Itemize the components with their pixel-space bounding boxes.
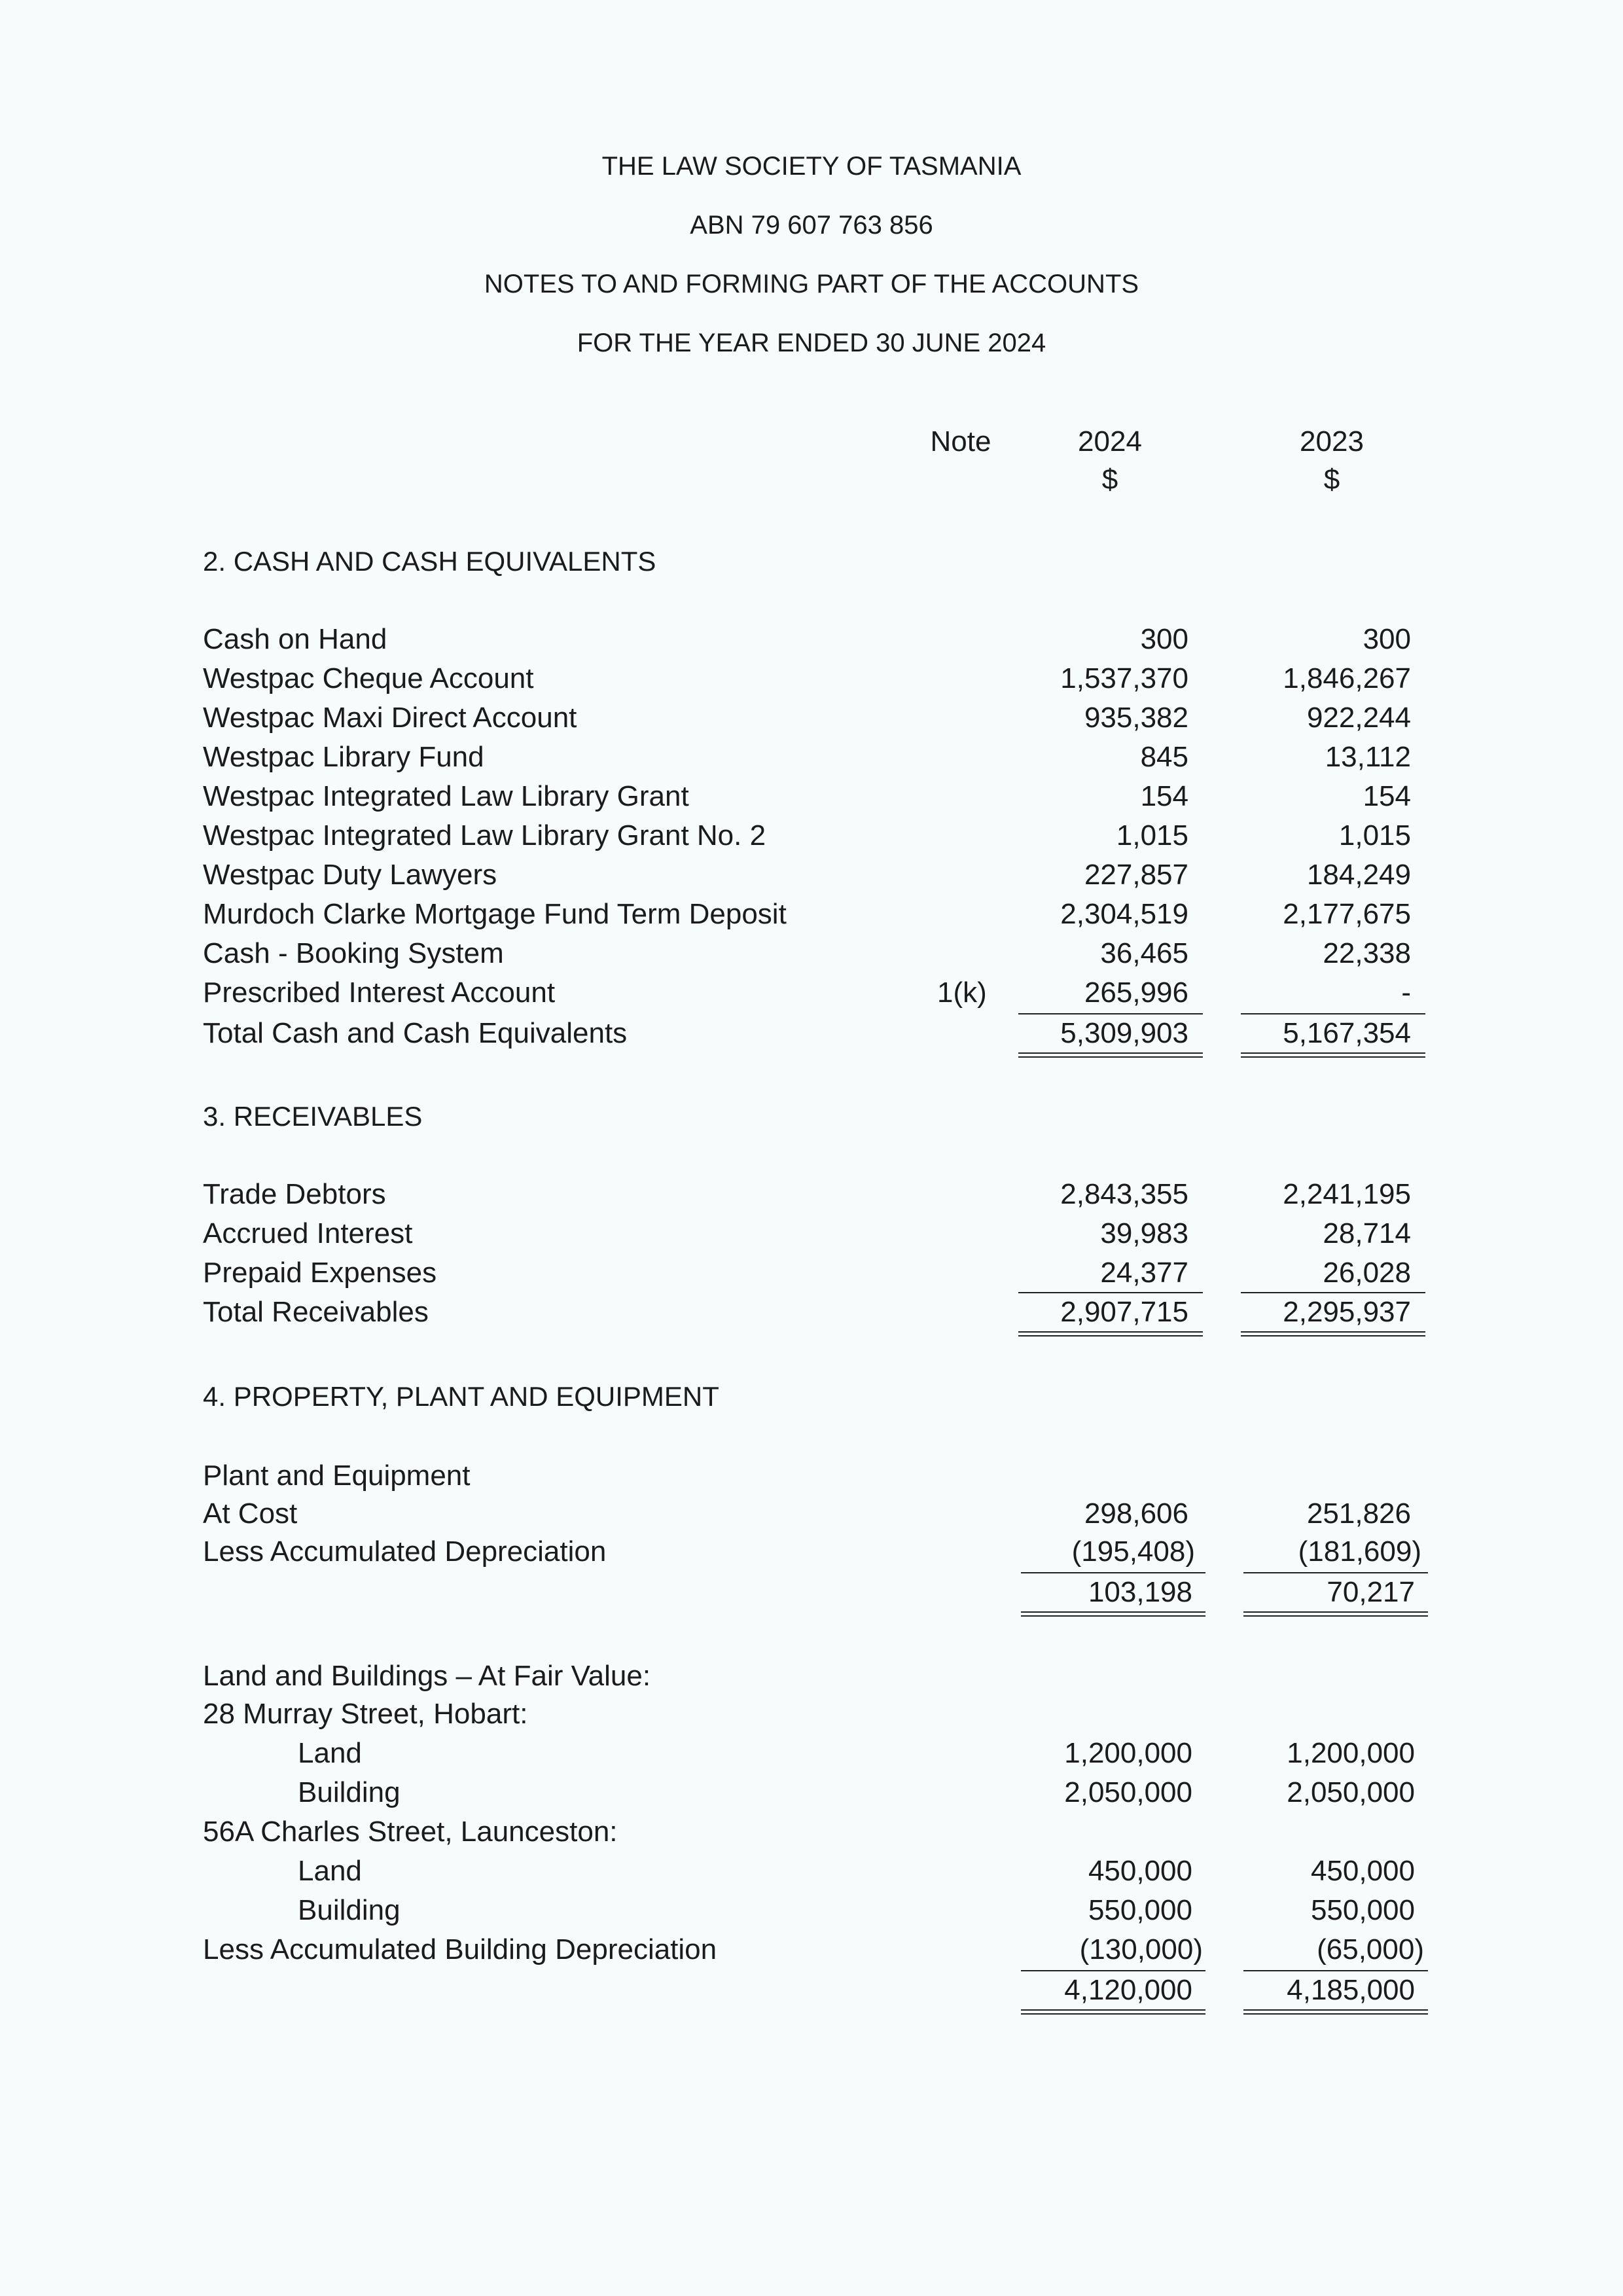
value-2023: 2,241,195 [1283, 1178, 1411, 1210]
row-label: Westpac Integrated Law Library Grant No. 2 [203, 819, 766, 852]
value-2023: (181,609) [1298, 1535, 1421, 1568]
abn: ABN 79 607 763 856 [690, 211, 933, 240]
note-ref: 1(k) [937, 977, 987, 1009]
subtotal-rule [1241, 1013, 1425, 1014]
document-title: NOTES TO AND FORMING PART OF THE ACCOUNTS [484, 270, 1139, 298]
value-2024: 39,983 [1100, 1217, 1188, 1249]
total-2023: 5,167,354 [1283, 1017, 1411, 1049]
value-2024: 300 [1140, 623, 1188, 655]
subtotal-rule [1241, 1292, 1425, 1293]
column-note: Note [930, 425, 991, 457]
total-2024: 5,309,903 [1060, 1017, 1188, 1049]
total-double-rule [1021, 2009, 1205, 2015]
row-label: Land [298, 1737, 362, 1769]
subtotal-rule [1243, 1970, 1428, 1971]
row-label: Less Accumulated Building Depreciation [203, 1933, 717, 1965]
hobart-property-label: 28 Murray Street, Hobart: [203, 1698, 528, 1730]
total-double-rule [1241, 1331, 1425, 1336]
value-2024: 2,304,519 [1060, 898, 1188, 930]
value-2023: 300 [1363, 623, 1411, 655]
total-double-rule [1018, 1052, 1203, 1058]
row-label: Westpac Library Fund [203, 741, 484, 773]
row-label: Westpac Cheque Account [203, 662, 534, 694]
row-label: Building [298, 1894, 401, 1926]
row-label: At Cost [203, 1498, 298, 1530]
row-label: Murdoch Clarke Mortgage Fund Term Deposit [203, 898, 787, 930]
row-label: Prepaid Expenses [203, 1257, 437, 1289]
value-2023: 184,249 [1306, 859, 1411, 891]
land-subheading: Land and Buildings – At Fair Value: [203, 1660, 651, 1692]
value-2023: 26,028 [1323, 1257, 1411, 1289]
subtotal-rule [1021, 1970, 1205, 1971]
value-2023: 550,000 [1310, 1894, 1415, 1926]
value-2024: 935,382 [1084, 702, 1188, 734]
value-2024: 36,465 [1100, 937, 1188, 969]
row-label: Cash on Hand [203, 623, 387, 655]
section-heading-cash: 2. CASH AND CASH EQUIVALENTS [203, 546, 656, 577]
subtotal-rule [1018, 1292, 1203, 1293]
value-2024: (130,000) [1079, 1933, 1203, 1965]
total-double-rule [1018, 1331, 1203, 1336]
value-2024: 450,000 [1088, 1855, 1192, 1887]
total-2023: 2,295,937 [1283, 1296, 1411, 1328]
total-double-rule [1243, 1611, 1428, 1617]
value-2024: 265,996 [1084, 977, 1188, 1009]
value-2024: 154 [1140, 780, 1188, 812]
row-label: Westpac Duty Lawyers [203, 859, 497, 891]
net-2023: 70,217 [1327, 1576, 1415, 1608]
row-label: Cash - Booking System [203, 937, 504, 969]
value-2023: 2,050,000 [1287, 1776, 1415, 1808]
total-double-rule [1241, 1052, 1425, 1058]
total-double-rule [1021, 1611, 1205, 1617]
net-2024: 103,198 [1088, 1576, 1192, 1608]
value-2024: 2,050,000 [1064, 1776, 1192, 1808]
total-2024: 2,907,715 [1060, 1296, 1188, 1328]
launceston-property-label: 56A Charles Street, Launceston: [203, 1816, 618, 1848]
value-2024: 298,606 [1084, 1498, 1188, 1530]
value-2023: 922,244 [1306, 702, 1411, 734]
row-label: Prescribed Interest Account [203, 977, 556, 1009]
org-name: THE LAW SOCIETY OF TASMANIA [601, 152, 1022, 181]
value-2024: (195,408) [1071, 1535, 1195, 1568]
value-2024: 845 [1140, 741, 1188, 773]
value-2024: 227,857 [1084, 859, 1188, 891]
subtotal-rule [1021, 1572, 1205, 1573]
total-2023: 4,185,000 [1287, 1974, 1415, 2006]
value-2023: 1,200,000 [1287, 1737, 1415, 1769]
value-2023: 22,338 [1323, 937, 1411, 969]
value-2023: (65,000) [1317, 1933, 1424, 1965]
total-double-rule [1243, 2009, 1428, 2015]
total-2024: 4,120,000 [1064, 1974, 1192, 2006]
column-2023-currency: $ [1323, 463, 1340, 495]
value-2023: 1,015 [1338, 819, 1411, 852]
column-2023: 2023 [1300, 425, 1364, 457]
subtotal-rule [1018, 1013, 1203, 1014]
row-label: Land [298, 1855, 362, 1887]
value-2024: 1,200,000 [1064, 1737, 1192, 1769]
value-2023: 251,826 [1306, 1498, 1411, 1530]
value-2023: 28,714 [1323, 1217, 1411, 1249]
column-2024-currency: $ [1101, 463, 1118, 495]
subtotal-rule [1243, 1572, 1428, 1573]
row-label: Accrued Interest [203, 1217, 413, 1249]
value-2023: 13,112 [1325, 741, 1411, 773]
column-2024: 2024 [1078, 425, 1142, 457]
total-label: Total Receivables [203, 1296, 429, 1328]
value-2023: 2,177,675 [1283, 898, 1411, 930]
row-label: Westpac Maxi Direct Account [203, 702, 577, 734]
row-label: Building [298, 1776, 401, 1808]
value-2023: - [1401, 977, 1411, 1009]
value-2023: 1,846,267 [1283, 662, 1411, 694]
section-heading-ppe: 4. PROPERTY, PLANT AND EQUIPMENT [203, 1381, 719, 1412]
row-label: Westpac Integrated Law Library Grant [203, 780, 689, 812]
value-2023: 450,000 [1310, 1855, 1415, 1887]
plant-subheading: Plant and Equipment [203, 1460, 471, 1492]
value-2024: 1,537,370 [1060, 662, 1188, 694]
value-2023: 154 [1363, 780, 1411, 812]
section-heading-receivables: 3. RECEIVABLES [203, 1101, 423, 1132]
value-2024: 1,015 [1116, 819, 1188, 852]
value-2024: 2,843,355 [1060, 1178, 1188, 1210]
total-label: Total Cash and Cash Equivalents [203, 1017, 628, 1049]
period: FOR THE YEAR ENDED 30 JUNE 2024 [577, 329, 1046, 357]
value-2024: 550,000 [1088, 1894, 1192, 1926]
row-label: Trade Debtors [203, 1178, 386, 1210]
value-2024: 24,377 [1100, 1257, 1188, 1289]
row-label: Less Accumulated Depreciation [203, 1535, 607, 1568]
